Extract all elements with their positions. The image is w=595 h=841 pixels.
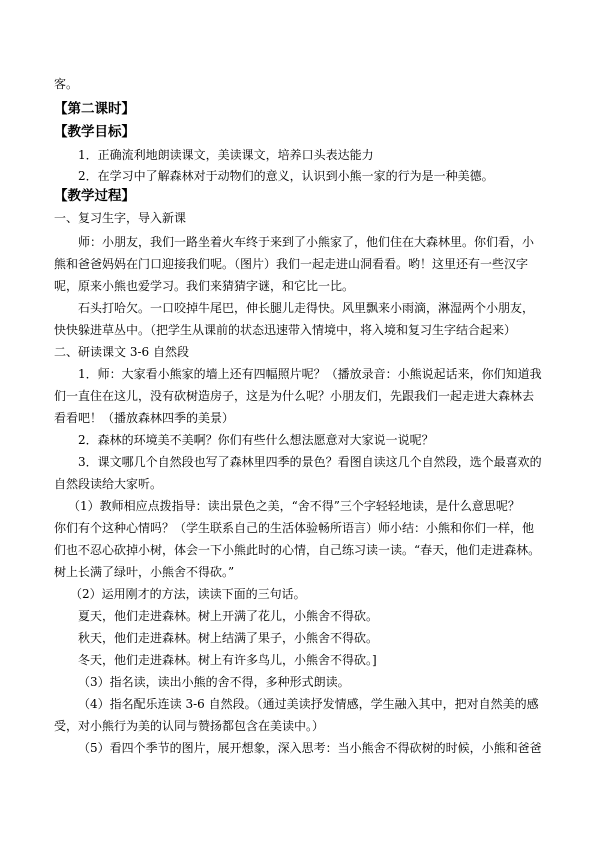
text-line: 一、复习生字，导入新课 <box>54 211 187 225</box>
text-line: （4）指名配乐连读 3-6 自然段。（通过美读抒发情感，学生融入其中，把对自然美的感 <box>78 697 539 711</box>
text-line: 快快躲进草丛中。（把学生从课前的状态迅速带入情境中，将入境和复习生字结合起来） <box>54 323 517 337</box>
text-line: 秋天，他们走进森林。树上结满了果子，小熊舍不得砍。 <box>78 631 379 645</box>
text-line: 师：小朋友，我们一路坐着火车终于来到了小熊家了，他们住在大森林里。你们看，小 <box>78 235 535 249</box>
text-line: 树上长满了绿叶，小熊舍不得砍。” <box>54 565 235 579</box>
text-line: 1．正确流利地朗读课文，美读课文，培养口头表达能力 <box>78 148 374 162</box>
text-line: 看看吧！（播放森林四季的美景） <box>54 411 235 425</box>
text-line: （1）教师相应点拨指导：读出景色之美，“舍不得”三个字轻轻地读，是什么意思呢？ <box>68 499 520 513</box>
section-heading: 【教学目标】 <box>54 124 135 140</box>
text-line: （2）运用刚才的方法，读读下面的三句话。 <box>70 587 306 601</box>
text-line: 你们有个这种心情吗？（学生联系自己的生活体验畅所语言）师小结：小熊和你们一样，他 <box>54 521 535 535</box>
text-line: 们一直住在这儿，没有砍树造房子，这是为什么呢？小朋友们，先跟我们一起走进大森林去 <box>54 389 535 403</box>
text-line: 们也不忍心砍掉小树，体会一下小熊此时的心情，自己练习读一读。“春天，他们走进森林。 <box>54 543 541 557</box>
text-line: 2．森林的环境美不美啊？你们有些什么想法愿意对大家说一说呢？ <box>78 433 434 447</box>
text-line: 二、研读课文 3-6 自然段 <box>54 345 189 359</box>
text-line: 受，对小熊行为美的认同与赞扬都包含在美读中。） <box>54 719 325 733</box>
text-line: 熊和爸爸妈妈在门口迎接我们呢。（图片）我们一起走进山洞看看。哟！这里还有一些汉字 <box>54 257 529 271</box>
text-line: 1．师：大家看小熊家的墙上还有四幅照片呢？（播放录音：小熊说起话来，你们知道我 <box>78 367 542 381</box>
text-line: （5）看四个季节的图片，展开想象，深入思考：当小熊舍不得砍树的时候，小熊和爸爸 <box>78 741 542 755</box>
section-heading: 【第二课时】 <box>54 101 135 117</box>
text-line: 自然段读给大家听。 <box>54 477 163 491</box>
text-line: 夏天，他们走进森林。树上开满了花儿，小熊舍不得砍。 <box>78 609 379 623</box>
section-heading: 【教学过程】 <box>54 188 135 204</box>
text-line: 呢，原来小熊也爱学习。我们来猜猜字谜，和它比一比。 <box>54 279 355 293</box>
text-line: 2．在学习中了解森林对于动物们的意义，认识到小熊一家的行为是一种美德。 <box>78 169 494 183</box>
text-line: 冬天，他们走进森林。树上有许多鸟儿，小熊舍不得砍。] <box>78 653 377 667</box>
text-line: 客。 <box>54 77 79 91</box>
text-line: （3）指名读，读出小熊的舍不得，多种形式朗读。 <box>78 675 350 689</box>
text-line: 3．课文哪几个自然段也写了森林里四季的景色？看图自读这几个自然段，选个最喜欢的 <box>78 455 542 469</box>
text-line: 石头打哈欠。一口咬掉牛尾巴，伸长腿儿走得快。风里飘来小雨滴，淋湿两个小朋友， <box>78 301 535 315</box>
